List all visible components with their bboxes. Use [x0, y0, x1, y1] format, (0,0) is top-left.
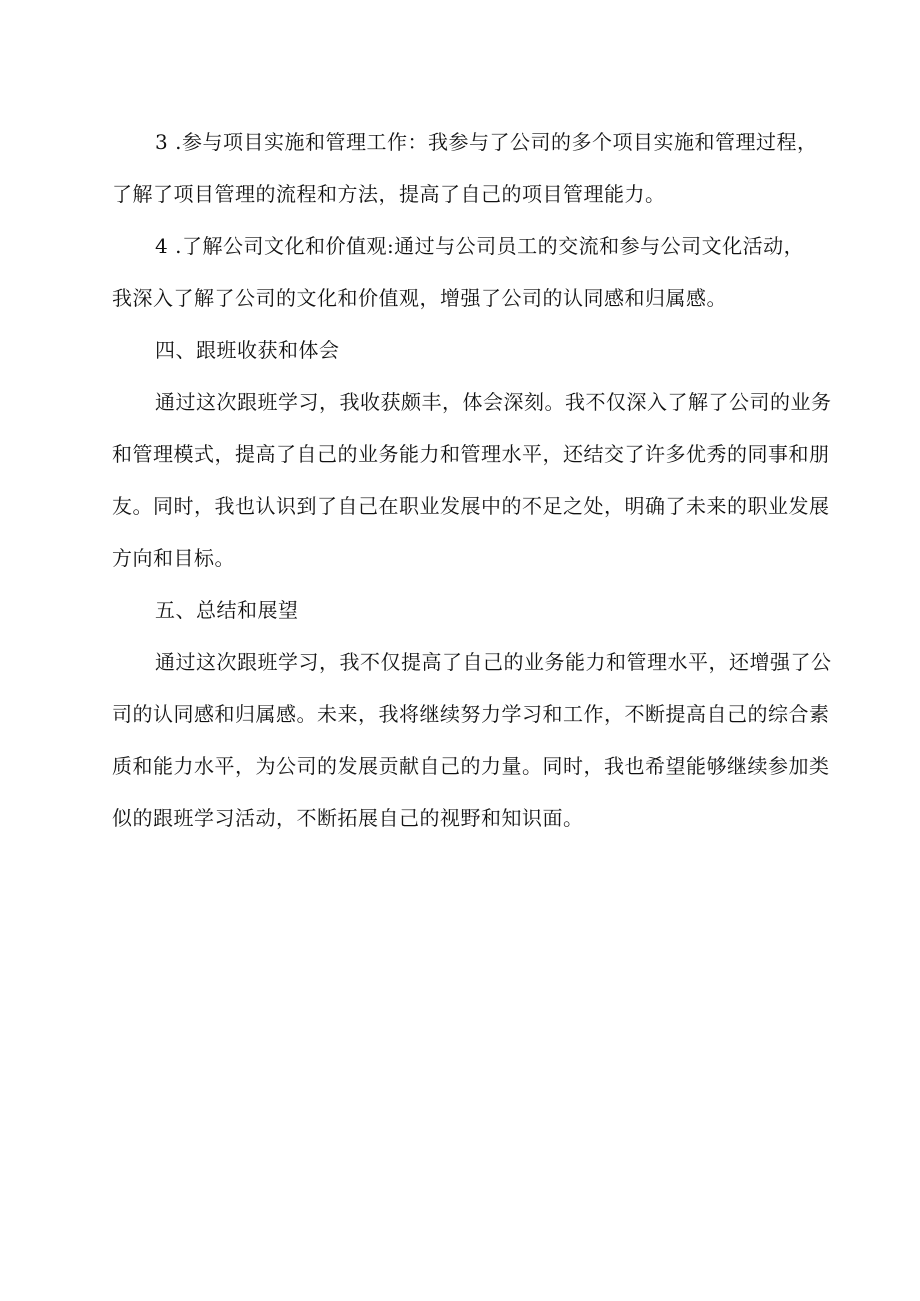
section-4-paragraph-line: 和管理模式，提高了自己的业务能力和管理水平，还结交了许多优秀的同事和朋	[112, 442, 830, 466]
section-5-paragraph-line: 通过这次跟班学习，我不仅提高了自己的业务能力和管理水平，还增强了公	[155, 650, 832, 674]
section-5-heading: 五、总结和展望	[155, 598, 299, 622]
section-4-paragraph-line: 友。同时，我也认识到了自己在职业发展中的不足之处，明确了未来的职业发展	[112, 494, 830, 518]
section-4-paragraph-line: 通过这次跟班学习，我收获颇丰，体会深刻。我不仅深入了解了公司的业务	[155, 390, 832, 414]
section-5-paragraph-line: 司的认同感和归属感。未来，我将继续努力学习和工作，不断提高自己的综合素	[112, 702, 830, 726]
item-4-line-2: 我深入了解了公司的文化和价值观，增强了公司的认同感和归属感。	[112, 286, 727, 310]
section-5-paragraph-line: 似的跟班学习活动，不断拓展自己的视野和知识面。	[112, 806, 584, 830]
section-5-paragraph-line: 质和能力水平，为公司的发展贡献自己的力量。同时，我也希望能够继续参加类	[112, 754, 830, 778]
section-4-heading: 四、跟班收获和体会	[155, 338, 340, 362]
document-body	[112, 120, 832, 848]
item-3-line-1: 3 .参与项目实施和管理工作：我参与了公司的多个项目实施和管理过程，	[155, 130, 818, 154]
item-4-line-1: 4 .了解公司文化和价值观:通过与公司员工的交流和参与公司文化活动，	[155, 234, 805, 258]
item-3-line-2: 了解了项目管理的流程和方法，提高了自己的项目管理能力。	[112, 182, 666, 206]
section-4-paragraph-line: 方向和目标。	[112, 546, 235, 570]
